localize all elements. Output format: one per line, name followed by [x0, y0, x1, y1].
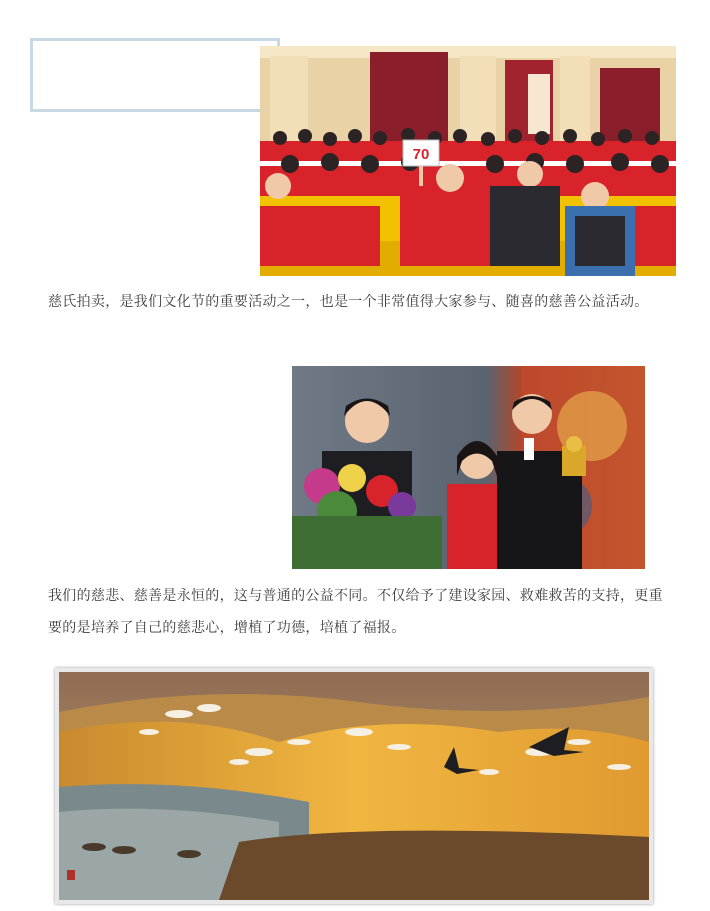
auctioneer-stage-photo	[292, 366, 645, 569]
decorative-frame	[30, 38, 280, 112]
painting-frame	[55, 668, 653, 904]
paddle-number: 70	[412, 146, 430, 163]
auction-audience-photo	[260, 46, 676, 276]
paragraph-1: 慈氏拍卖，是我们文化节的重要活动之一，也是一个非常值得大家参与、随喜的慈善公益活动。	[48, 294, 649, 310]
paragraph-2: 我们的慈悲、慈善是永恒的，这与普通的公益不同。不仅给予了建设家园、救难救苦的支持，更重要的是培养了自己的慈悲心，增植了功德，培植了福报。	[48, 588, 663, 636]
reeds-geese-painting	[59, 672, 649, 900]
